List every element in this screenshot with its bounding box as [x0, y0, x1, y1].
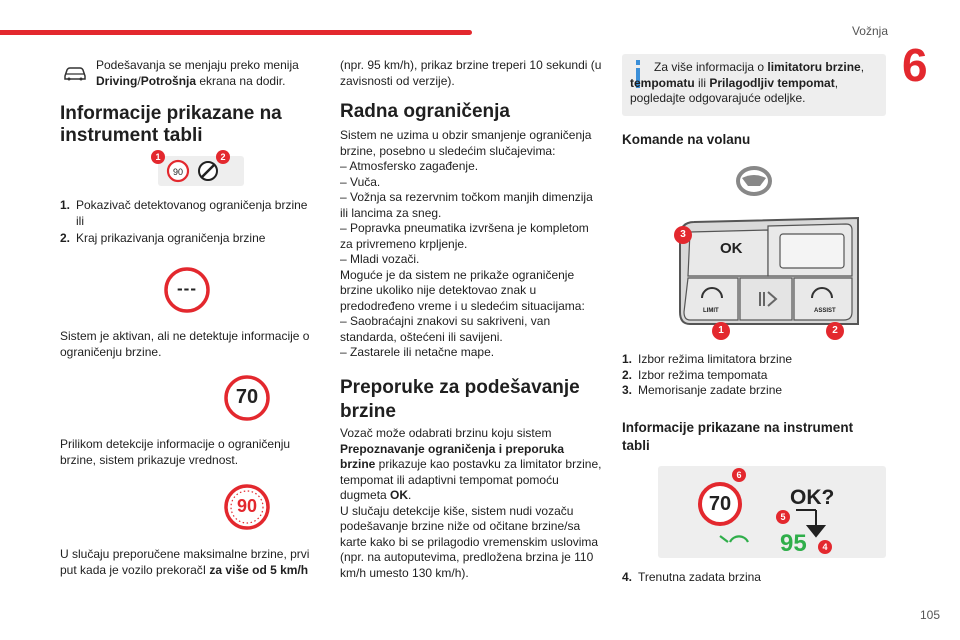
marker-3: 3	[674, 226, 692, 244]
limits-line: – Popravka pneumatika izvršena je kompletom za privremeno krpljenje.	[340, 221, 589, 251]
figure-instrument-display	[658, 466, 886, 558]
list-item: 1. Izbor režima limitatora brzine	[622, 352, 793, 366]
sign-no-limit	[163, 266, 211, 319]
figure-display-icons	[155, 152, 244, 186]
chapter-title: Vožnja	[851, 24, 888, 38]
para-exceeded: U slučaju preporučene maksimalne brzine, prvi put kada je vozilo prekoračI za više od 5 km/h	[60, 547, 310, 577]
limits-line: – Atmosfersko zagađenje.	[340, 159, 479, 173]
header-accent-bar	[0, 30, 472, 35]
limits-line: Sistem ne uzima u obzir smanjenje ograničenja brzine, posebno u sledećim slučajevima:	[340, 128, 592, 158]
display-speed-value: 95	[780, 530, 807, 557]
marker-2: 2	[216, 150, 230, 164]
settings-note: Podešavanja se menjaju preko menija Driving/Potrošnja ekrana na dodir.	[96, 58, 299, 88]
section-heading-controls: Komande na volanu	[622, 132, 751, 147]
limits-text	[340, 128, 602, 361]
limits-line: – Vožnja sa rezervnim točkom manjih dimenzija ili lancima za sneg.	[340, 190, 593, 220]
list-instrument	[622, 570, 886, 586]
list-item: 2. Kraj prikazivanja ograničenja brzine	[60, 231, 266, 245]
marker-4: 4	[818, 540, 832, 554]
assist-button-label: ASSIST	[814, 308, 836, 314]
info-box	[622, 54, 886, 116]
list-item: 2. Izbor režima tempomata	[622, 367, 768, 382]
marker-5: 5	[776, 510, 790, 524]
fig1-speed-text: 90	[172, 167, 184, 177]
marker-1: 1	[151, 150, 165, 164]
limits-line: Moguće je da sistem ne prikaže ograničenje brzine ukoliko nije detektovao znak u predodređeno vreme i u sledećim situacijama:	[340, 267, 585, 313]
sign-limit-70	[223, 374, 271, 427]
page-number: 105	[919, 608, 940, 622]
car-menu-icon	[62, 64, 88, 87]
chapter-number: 6	[902, 39, 928, 91]
limits-line: – Saobraćajni znakovi su sakriveni, van standarda, oštećeni ili savijeni.	[340, 314, 551, 344]
list-controls	[622, 352, 886, 399]
dash-sign-text: ---	[177, 279, 197, 298]
limits-line: – Vuča.	[340, 174, 381, 189]
list-item: 4. Trenutna zadata brzina	[622, 570, 761, 584]
sign70-text: 70	[235, 386, 259, 408]
ok-button-label: OK	[720, 240, 743, 257]
list-display-items	[60, 198, 312, 247]
para-detected: Prilikom detekcije informacije o ograničenju brzine, sistem prikazuje vrednost.	[60, 437, 291, 467]
rec-para-2: U slučaju detekcije kiše, sistem nudi vozaču podešavanje brzine niže od očitane brzine/sa karte kako bi se prilagodio vremenskim uslovima (npr. na autoputevima, predložena brzina je 110 km/h umesto 130 km/h).	[340, 503, 599, 580]
list-item: 3. Memorisanje zadate brzine	[622, 383, 783, 397]
sign-recommended-90	[223, 483, 271, 536]
list-item: 1. Pokazivač detektovanog ograničenja brzine ili	[60, 198, 308, 228]
section-heading-display: Informacije prikazane na instrument tabli	[60, 103, 282, 146]
section-heading-instrument: Informacije prikazane na instrument tabli	[622, 420, 854, 453]
steering-controls-figure	[676, 212, 866, 337]
info-text: Za više informacija o limitatoru brzine, tempomatu ili Prilagodljiv tempomat, pogledajte odgovarajuće odeljke.	[630, 60, 865, 105]
section-heading-recommendations: Preporuke za podešavanje brzine	[340, 377, 580, 422]
para-no-info: Sistem je aktivan, ali ne detektuje informacije o ograničenju brzine.	[60, 329, 310, 359]
marker-2: 2	[826, 322, 844, 340]
marker-1: 1	[712, 322, 730, 340]
steering-wheel-icon	[736, 166, 772, 201]
limits-line: – Mladi vozači.	[340, 252, 420, 266]
marker-6: 6	[732, 468, 746, 482]
section-heading-limits: Radna ograničenja	[340, 101, 510, 122]
para-flashing: (npr. 95 km/h), prikaz brzine treperi 10 sekundi (u zavisnosti od verzije).	[340, 58, 602, 88]
limits-line: – Zastarele ili netačne mape.	[340, 345, 495, 359]
recommendations-text	[340, 426, 602, 581]
limit-button-label: LIMIT	[703, 308, 719, 314]
sign90-text: 90	[236, 496, 258, 516]
rec-para-1: Vozač može odabrati brzinu koju sistem Prepoznavanje ograničenja i preporuka brzine prikazuje kao postavku za limitator brzine, tempomat ili adaptivni tempomat pomoću dugmeta OK.	[340, 426, 602, 502]
display-ok-prompt: OK?	[790, 486, 835, 509]
display-sign-text: 70	[708, 493, 732, 515]
